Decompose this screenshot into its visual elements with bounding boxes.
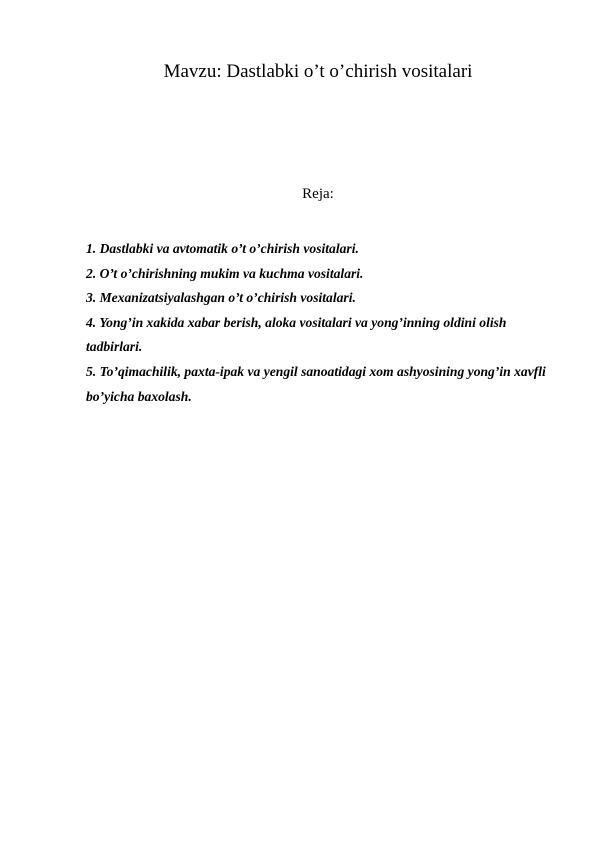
plan-item-4: 4. Yong’in xakida xabar berish, aloka vositalari va yong’inning oldini olish tadbirlari. [86, 314, 507, 355]
plan-heading: Reja: [302, 186, 334, 202]
plan-item-3: 3. Mexanizatsiyalashgan o’t o’chirish vositalari. [86, 290, 356, 306]
plan-item-5: 5. To’qimachilik, paxta-ipak va yengil sanoatidagi xom ashyosining yong’in xavfli bo’yicha baxolash. [86, 363, 546, 404]
document-title: Mavzu: Dastlabki o’t o’chirish vositalari [163, 61, 473, 82]
plan-list [86, 237, 556, 409]
plan-item-2: 2. O’t o’chirishning mukim va kuchma vositalari. [86, 265, 364, 281]
plan-item-1: 1. Dastlabki va avtomatik o’t o’chirish vositalari. [86, 241, 359, 256]
